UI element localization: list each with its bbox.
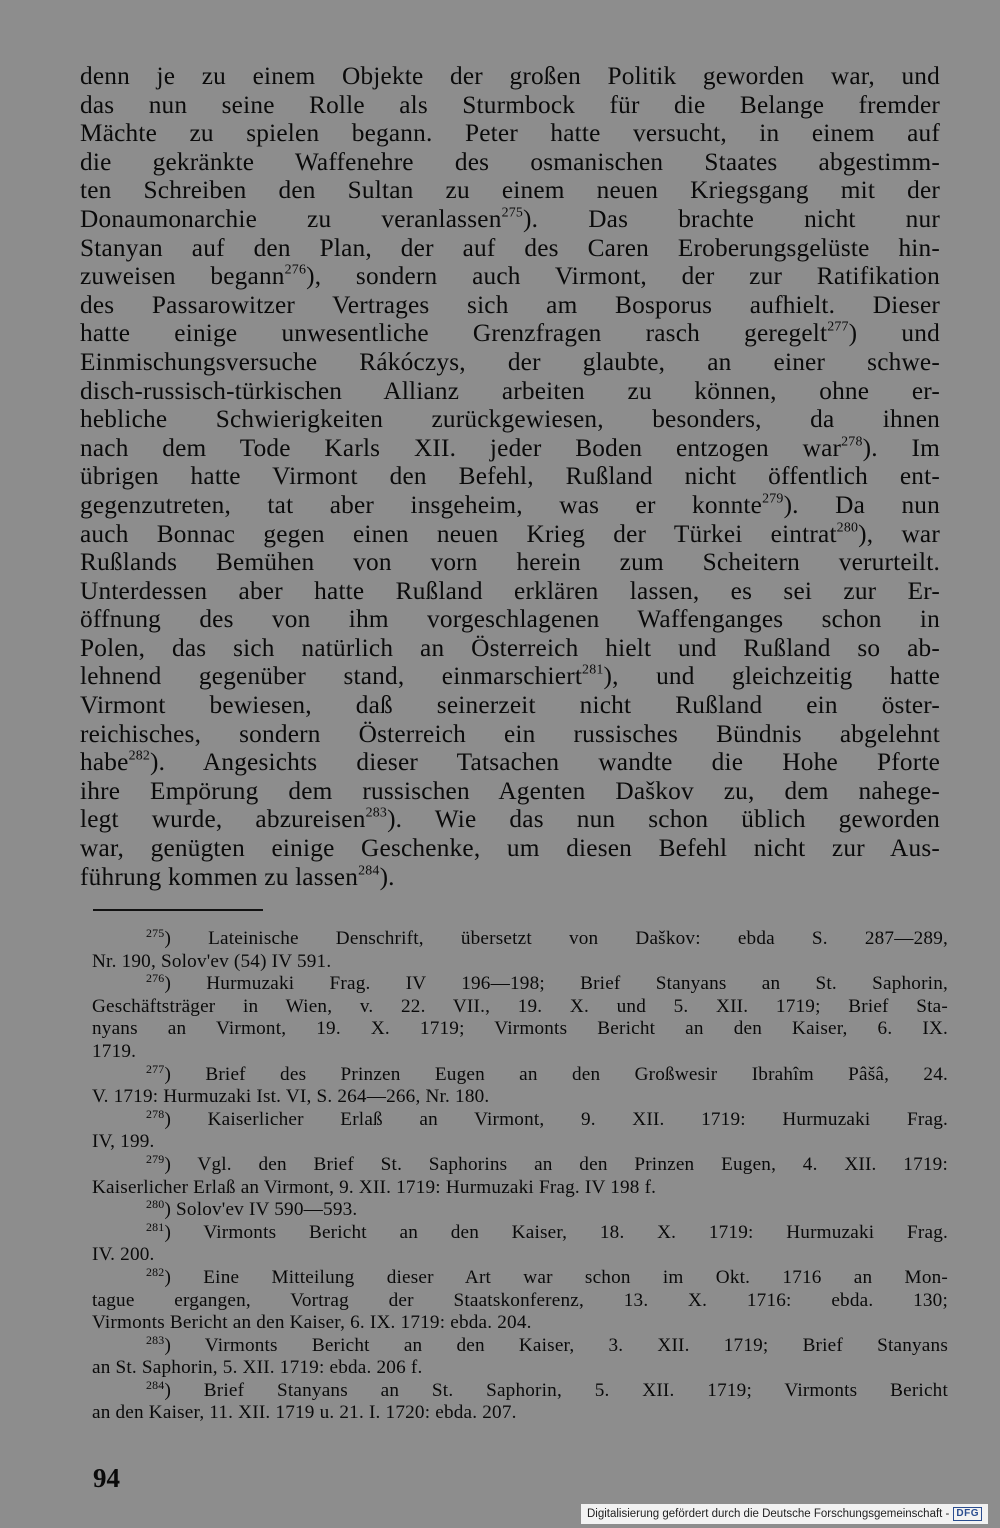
footnote-number: 277 <box>146 1061 165 1076</box>
footnote-text: nyans an Virmont, 19. X. 1719; Virmonts Bericht an den Kaiser, 6. IX. <box>92 1018 948 1040</box>
text-fragment: zuweisen begann <box>80 262 285 291</box>
footnote-ref: 277 <box>827 319 849 335</box>
text-line: Unterdessen aber hatte Rußland erklären lassen, es sei zur Er- <box>80 576 940 605</box>
text-line: übrigen hatte Virmont den Befehl, Rußland nicht öffentlich ent- <box>80 462 940 491</box>
text-fragment: ), sondern auch Virmont, der zur Ratifikation <box>306 262 940 291</box>
footnote-text: ) Lateinische Denschrift, übersetzt von Daškov: ebda S. 287—289, <box>164 928 948 949</box>
text-line: Einmischungsversuche Rákóczys, der glaubte, an einer schwe- <box>80 347 940 376</box>
dfg-logo-icon: DFG <box>953 1507 982 1521</box>
text-line: reichisches, sondern Österreich ein russisches Bündnis abgelehnt <box>80 719 940 748</box>
footnote-text: Virmonts Bericht an den Kaiser, 6. IX. 1719: ebda. 204. <box>92 1312 532 1334</box>
footnote-line <box>92 1357 948 1380</box>
text-line: des Passarowitzer Vertrages sich am Bosporus aufhielt. Dieser <box>80 290 940 319</box>
text-line: das nun seine Rolle als Sturmbock für die Belange fremder <box>80 90 940 119</box>
text-line: Rußlands Bemühen von vorn herein zum Scheitern verurteilt. <box>80 548 940 577</box>
footnote-ref: 278 <box>841 434 863 450</box>
text-line: disch-russisch-türkischen Allianz arbeiten zu können, ohne er- <box>80 376 940 405</box>
footnote-text: 1719. <box>92 1040 137 1062</box>
footnote-278 <box>92 1106 948 1154</box>
text-line: öffnung des von ihm vorgeschlagenen Waffenganges schon in <box>80 605 940 634</box>
text-line: ihre Empörung dem russischen Agenten Daškov zu, dem nahege- <box>80 776 940 805</box>
footnote-number: 276 <box>146 971 165 986</box>
footnote-284 <box>92 1377 948 1425</box>
text-line <box>80 491 940 520</box>
footnote-line <box>92 1018 948 1041</box>
text-fragment: ). Da nun <box>783 490 940 519</box>
text-fragment: ). Im <box>862 433 940 462</box>
text-line: war, genügten einige Geschenke, um diesen Befehl nicht zur Aus- <box>80 834 940 863</box>
credit-text: Digitalisierung gefördert durch die Deutsche Forschungsgemeinschaft - <box>586 1508 950 1520</box>
text-fragment: ). Das brachte nicht nur <box>523 204 941 233</box>
footnote-ref: 283 <box>365 806 388 822</box>
page-number: 94 <box>93 1463 120 1493</box>
text-line <box>80 748 940 777</box>
footnote-text: ) Hurmuzaki Frag. IV 196—198; Brief Stanyans an St. Saphorin, <box>164 973 948 995</box>
footnote-number: 282 <box>146 1264 165 1279</box>
footnote-text: ) Brief Stanyans an St. Saphorin, 5. XII. 1719; Virmonts Bericht <box>164 1379 948 1401</box>
text-fragment: lehnend gegenüber stand, einmarschiert <box>80 662 583 691</box>
text-fragment: auch Bonnac gegen einen neuen Krieg der Türkei eintrat <box>80 519 837 548</box>
text-line <box>80 262 940 291</box>
footnote-282 <box>92 1264 948 1335</box>
footnote-276 <box>92 973 948 1063</box>
text-fragment: hatte einige unwesentliche Grenzfragen rasch geregelt <box>80 319 828 348</box>
footnote-ref: 284 <box>358 863 380 879</box>
footnote-text: ) Virmonts Bericht an den Kaiser, 18. X. 1719: Hurmuzaki Frag. <box>164 1221 948 1243</box>
text-line <box>80 205 940 234</box>
footnote-line <box>92 1041 948 1064</box>
footnote-number: 281 <box>146 1219 165 1234</box>
text-fragment: Donaumonarchie zu veranlassen <box>80 204 502 233</box>
footnote-line <box>92 951 948 974</box>
text-line: ten Schreiben den Sultan zu einem neuen Kriegsgang mit der <box>80 176 940 205</box>
footnote-281 <box>92 1219 948 1267</box>
footnote-ref: 279 <box>762 491 784 507</box>
footnote-text: Geschäftsträger in Wien, v. 22. VII., 19. X. und 5. XII. 1719; Brief Sta- <box>92 995 948 1017</box>
footnote-line <box>92 1131 948 1154</box>
footnote-line <box>92 1061 948 1087</box>
text-line <box>80 805 940 834</box>
footnote-ref: 282 <box>128 748 151 764</box>
text-fragment: ). Angesichts dieser Tatsachen wandte die Hohe Pforte <box>150 748 940 777</box>
footnote-line <box>92 1106 948 1132</box>
text-line: Polen, das sich natürlich an Österreich hielt und Rußland so ab- <box>80 633 940 662</box>
text-line: die gekränkte Waffenehre des osmanischen Staates abgestimm- <box>80 147 940 176</box>
footnote-number: 279 <box>146 1151 165 1166</box>
text-line <box>80 662 940 691</box>
footnote-283 <box>92 1332 948 1380</box>
footnote-line <box>92 1332 948 1358</box>
text-line: Virmont bewiesen, daß seinerzeit nicht Rußland ein öster- <box>80 691 940 720</box>
text-line <box>80 520 940 549</box>
footnote-text: ) Kaiserlicher Erlaß an Virmont, 9. XII. 1719: Hurmuzaki Frag. <box>164 1108 948 1130</box>
footnote-277 <box>92 1061 948 1109</box>
text-line: denn je zu einem Objekte der großen Politik geworden war, und <box>80 62 940 90</box>
text-fragment: ), war <box>858 519 940 548</box>
footnotes <box>92 925 948 1425</box>
text-fragment: ) und <box>848 319 940 348</box>
footnote-ref: 276 <box>284 262 307 278</box>
footnote-text: ) Vgl. den Brief St. Saphorins an den Prinzen Eugen, 4. XII. 1719: <box>164 1153 948 1175</box>
text-fragment: ), und gleichzeitig hatte <box>603 662 940 691</box>
footnote-number: 275 <box>146 925 165 940</box>
text-line <box>80 863 940 892</box>
footnote-line <box>92 1402 948 1425</box>
text-fragment: ). <box>379 862 395 891</box>
footnote-line <box>92 973 948 996</box>
footnote-ref: 280 <box>836 520 859 536</box>
footnote-275 <box>92 925 948 973</box>
footnote-279 <box>92 1151 948 1199</box>
footnote-text: ) Eine Mitteilung dieser Art war schon im Okt. 1716 an Mon- <box>164 1266 948 1288</box>
text-line <box>80 434 940 463</box>
footnote-line <box>92 1264 948 1290</box>
footnote-ref: 275 <box>501 205 524 221</box>
footnote-number: 280 <box>146 1196 165 1211</box>
footnote-text: V. 1719: Hurmuzaki Ist. VI, S. 264—266, Nr. 180. <box>92 1086 490 1108</box>
text-fragment: habe <box>80 748 129 777</box>
text-fragment: führung kommen zu lassen <box>80 862 359 891</box>
footnote-text: ) Solov'ev IV 590—593. <box>164 1199 358 1221</box>
footnote-line <box>92 1151 948 1177</box>
footnote-line <box>92 1219 948 1245</box>
text-fragment: nach dem Tode Karls XII. jeder Boden entzogen war <box>80 433 842 462</box>
footnote-text: IV, 199. <box>92 1131 155 1153</box>
footnote-ref: 281 <box>582 663 604 679</box>
digitization-credit <box>581 1504 988 1524</box>
footnote-line <box>92 996 948 1019</box>
footnote-line <box>92 1196 948 1222</box>
footnote-text: tague ergangen, Vortrag der Staatskonferenz, 13. X. 1716: ebda. 130; <box>92 1289 948 1311</box>
footnote-text: an St. Saphorin, 5. XII. 1719: ebda. 206 f. <box>92 1357 423 1379</box>
footnote-line <box>92 1312 948 1335</box>
footnote-number: 278 <box>146 1106 165 1121</box>
footnote-line <box>92 1290 948 1313</box>
text-line: Stanyan auf den Plan, der auf des Caren Eroberungsgelüste hin- <box>80 233 940 262</box>
footnote-number: 284 <box>146 1377 165 1392</box>
footnote-line <box>92 1086 948 1109</box>
footnote-text: an den Kaiser, 11. XII. 1719 u. 21. I. 1720: ebda. 207. <box>92 1402 517 1424</box>
text-fragment: ). Wie das nun schon üblich geworden <box>387 805 940 834</box>
footnote-line <box>92 925 948 951</box>
text-fragment: legt wurde, abzureisen <box>80 805 366 834</box>
footnote-line <box>92 1377 948 1403</box>
footnote-text: IV. 200. <box>92 1244 155 1266</box>
text-fragment: gegenzutreten, tat aber insgeheim, was er konnte <box>80 490 763 519</box>
footnote-text: ) Virmonts Bericht an den Kaiser, 3. XII. 1719; Brief Stanyans <box>164 1334 948 1356</box>
text-line: hebliche Schwierigkeiten zurückgewiesen, besonders, da ihnen <box>80 405 940 434</box>
footnote-separator <box>93 909 263 911</box>
body-text <box>80 62 940 891</box>
footnote-line <box>92 1177 948 1200</box>
footnote-line <box>92 1244 948 1267</box>
footnote-text: Nr. 190, Solov'ev (54) IV 591. <box>92 950 332 972</box>
footnote-text: Kaiserlicher Erlaß an Virmont, 9. XII. 1719: Hurmuzaki Frag. IV 198 f. <box>92 1176 657 1198</box>
text-line <box>80 319 940 348</box>
footnote-text: ) Brief des Prinzen Eugen an den Großwesir Ibrahîm Pâšâ, 24. <box>164 1063 948 1085</box>
footnote-number: 283 <box>146 1332 165 1347</box>
text-line: Mächte zu spielen begann. Peter hatte versucht, in einem auf <box>80 119 940 148</box>
footnote-280 <box>92 1196 948 1222</box>
